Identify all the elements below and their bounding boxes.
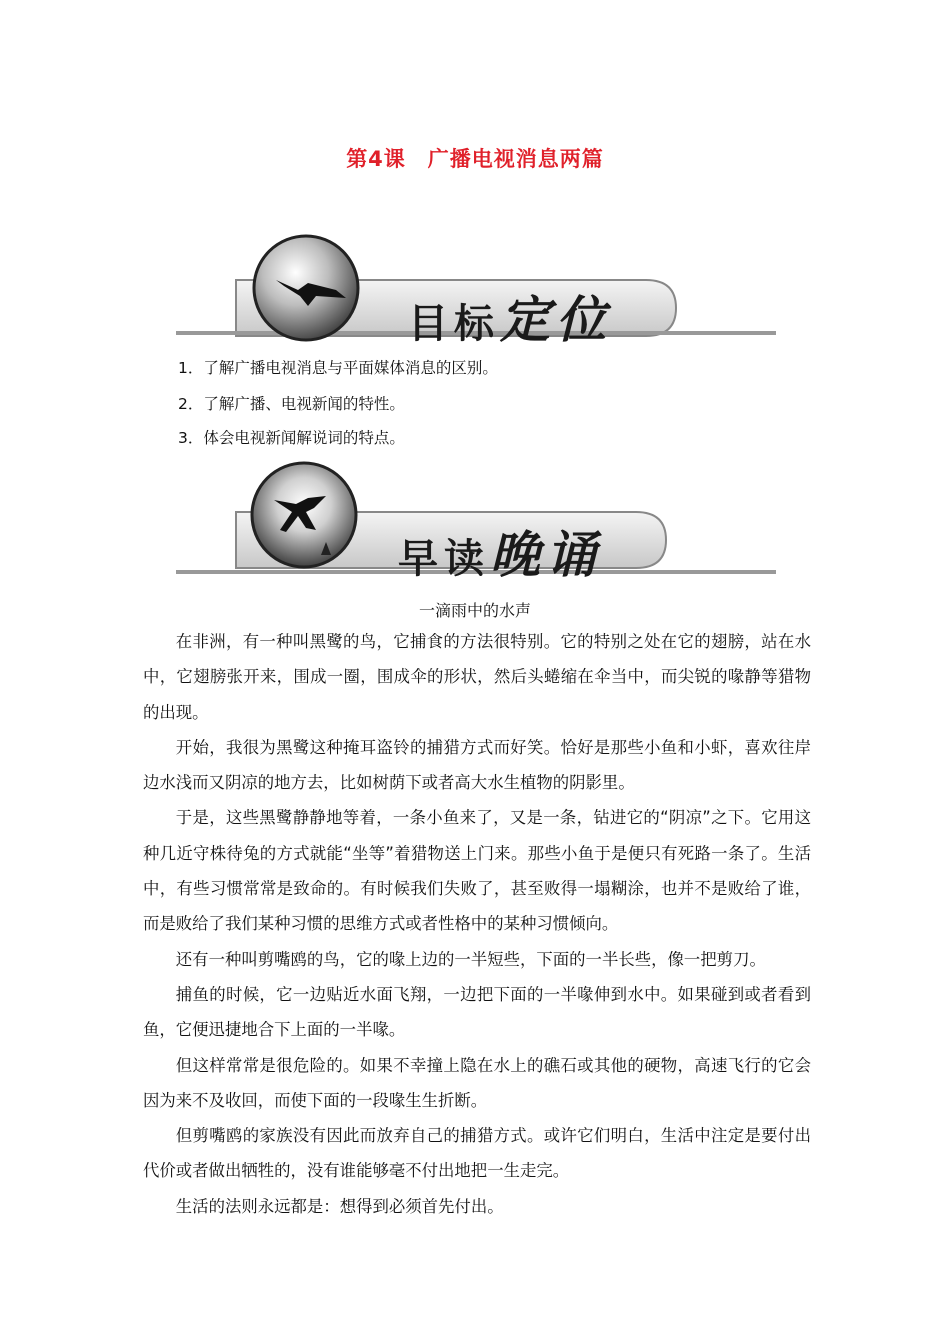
objective-item: 2．了解广播、电视新闻的特性。	[178, 395, 405, 413]
story-paragraph: 但剪嘴鸥的家族没有因此而放弃自己的捕猎方式。或许它们明白，生活中注定是要付出代价或者做出牺牲的，没有谁能够毫不付出地把一生走完。	[143, 1126, 811, 1181]
story-paragraph: 但这样常常是很危险的。如果不幸撞上隐在水上的礁石或其他的硬物，高速飞行的它会因为来不及收回，而使下面的一段喙生生折断。	[143, 1055, 811, 1110]
story-paragraph: 于是，这些黑鹭静静地等着，一条小鱼来了，又是一条，钻进它的“阴凉”之下。它用这种几近守株待兔的方式就能“坐等”着猎物送上门来。那些小鱼于是便只有死路一条了。生活中，有些习惯常常是致命的。有时候我们失败了，甚至败得一塌糊涂，也并不是败给了谁，而是败给了我们某种习惯的思维方式或者性格中的某种习惯倾向。	[143, 808, 811, 934]
reading-banner	[176, 460, 776, 584]
objective-item: 3．体会电视新闻解说词的特点。	[178, 429, 405, 447]
story-paragraph: 生活的法则永远都是：想得到必须首先付出。	[175, 1196, 504, 1216]
story-paragraph: 在非洲，有一种叫黑鹭的鸟，它捕食的方法很特别。它的特别之处在它的翅膀，站在水中，它翅膀张开来，围成一圈，围成伞的形状，然后头蜷缩在伞当中，而尖锐的喙静等猎物的出现。	[143, 632, 811, 722]
banner2-text-b: 晚诵	[490, 526, 602, 584]
banner1-text-b: 定位	[500, 291, 612, 349]
objective-item: 1．了解广播电视消息与平面媒体消息的区别。	[178, 359, 498, 377]
banner1-text-a: 目标	[408, 301, 500, 347]
banner2-text-a: 早读	[398, 536, 490, 582]
objectives-banner	[176, 228, 776, 348]
story-paragraph: 还有一种叫剪嘴鸥的鸟，它的喙上边的一半短些，下面的一半长些，像一把剪刀。	[175, 949, 766, 969]
story-paragraph: 捕鱼的时候，它一边贴近水面飞翔，一边把下面的一半喙伸到水中。如果碰到或者看到鱼，它便迅捷地合下上面的一半喙。	[143, 984, 811, 1040]
story-paragraph: 开始，我很为黑鹭这种掩耳盗铃的捕猎方式而好笑。恰好是那些小鱼和小虾，喜欢往岸边水浅而又阴凉的地方去，比如树荫下或者高大水生植物的阴影里。	[143, 737, 811, 793]
story-title: 一滴雨中的水声	[418, 601, 531, 620]
lesson-title: 第4课 广播电视消息两篇	[346, 147, 604, 171]
story-body	[143, 624, 811, 1224]
